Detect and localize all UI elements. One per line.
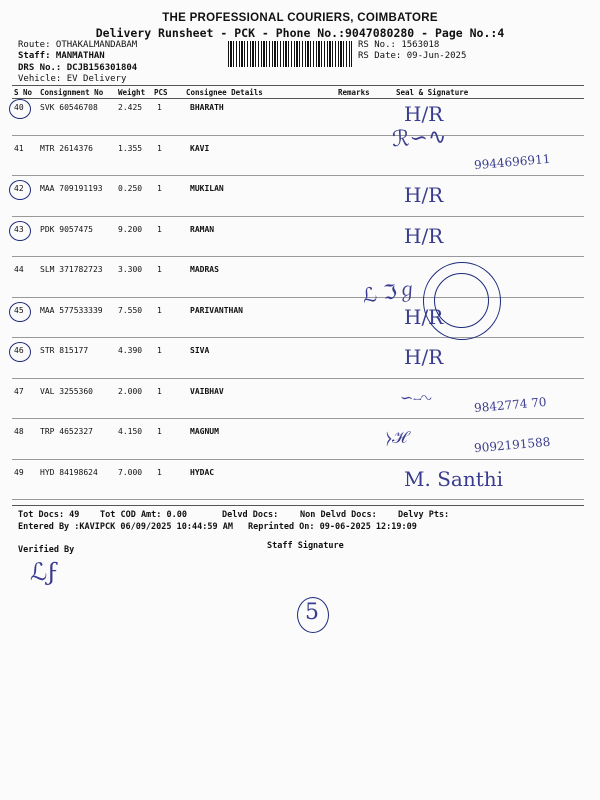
- row-separator: [12, 216, 584, 217]
- table-bottom-rule: [12, 505, 584, 506]
- row-sno: 42: [14, 184, 24, 193]
- page-mark-number: 5: [305, 600, 319, 625]
- row-sno-circle-mark: [9, 221, 31, 241]
- total-docs: Tot Docs: 49: [18, 510, 80, 520]
- row-weight: 7.550: [118, 305, 143, 315]
- table-top-rule: [12, 85, 584, 86]
- row47-signature-scribble: ∽⧿∿: [400, 388, 432, 407]
- row-weight: 4.390: [118, 346, 143, 355]
- col-weight: Weight: [118, 88, 146, 97]
- row-weight: 7.000: [118, 467, 143, 477]
- col-consignee: Consignee Details: [186, 88, 263, 97]
- delivered-docs: Delvd Docs:: [222, 510, 279, 520]
- row-sno: 44: [14, 265, 24, 274]
- row-consignee-name: SIVA: [190, 346, 210, 355]
- row-weight: 9.200: [118, 224, 143, 234]
- row-separator: [12, 337, 584, 338]
- row-sno-circle-mark: [9, 180, 31, 200]
- row-consignment-no: TRP 4652327: [40, 427, 93, 436]
- row-weight: 3.300: [118, 265, 143, 274]
- row-sno: 43: [14, 224, 24, 234]
- non-delivered-docs: Non Delvd Docs:: [300, 510, 377, 520]
- row-consignment-no: VAL 3255360: [40, 386, 93, 396]
- staff-label: Staff: MANMATHAN: [18, 51, 105, 61]
- row-signature: H/R: [404, 304, 444, 329]
- row-signature: H/R: [404, 223, 444, 248]
- rs-date: RS Date: 09-Jun-2025: [358, 51, 467, 61]
- row-signature: 9092191588: [473, 434, 551, 456]
- row-consignee-name: MUKILAN: [190, 184, 224, 193]
- row-consignee-name: VAIBHAV: [190, 386, 224, 396]
- col-remarks: Remarks: [338, 88, 370, 97]
- row-separator: [12, 459, 584, 460]
- col-pcs: PCS: [154, 88, 168, 97]
- stamp-inner-ring: [434, 273, 489, 328]
- row-consignment-no: SLM 371782723: [40, 265, 103, 274]
- row-pcs: 1: [157, 143, 162, 153]
- row48-signature-scribble: ⧽ℋ: [386, 428, 408, 448]
- runsheet-subtitle: Delivery Runsheet - PCK - Phone No.:9047080280 - Page No.:4: [95, 26, 505, 40]
- row-consignee-name: MAGNUM: [190, 427, 219, 436]
- row-consignee-name: RAMAN: [190, 224, 215, 234]
- route-label: Route: OTHAKALMANDABAM: [18, 40, 138, 50]
- row-pcs: 1: [157, 346, 162, 355]
- col-sno: S No: [14, 88, 33, 97]
- row-separator: [12, 256, 584, 257]
- row-pcs: 1: [157, 184, 162, 193]
- row-consignee-name: HYDAC: [190, 467, 215, 477]
- row-pcs: 1: [157, 103, 162, 112]
- row-pcs: 1: [157, 467, 162, 477]
- row-weight: 2.000: [118, 386, 143, 396]
- verifier-signature: ℒϝ: [30, 558, 59, 586]
- entered-by: Entered By :KAVIPCK 06/09/2025 10:44:59 AM: [18, 522, 233, 532]
- row-sno: 46: [14, 346, 24, 355]
- row-consignee-name: KAVI: [190, 143, 210, 153]
- col-seal-signature: Seal & Signature: [396, 88, 469, 97]
- row-pcs: 1: [157, 427, 162, 436]
- row41-signature-scribble: ℛ∽∿: [391, 124, 448, 153]
- row-consignment-no: HYD 84198624: [40, 467, 98, 477]
- row-sno: 40: [14, 103, 24, 112]
- company-stamp: [423, 262, 501, 340]
- row-separator: [12, 499, 584, 500]
- row-consignee-name: MADRAS: [190, 265, 219, 274]
- row-separator: [12, 378, 584, 379]
- row-pcs: 1: [157, 386, 162, 396]
- barcode-image: [228, 41, 352, 67]
- row-signature: H/R: [404, 345, 444, 369]
- row-weight: 2.425: [118, 103, 143, 112]
- row-signature: M. Santhi: [404, 466, 504, 491]
- row-sno-circle-mark: [9, 99, 31, 119]
- row-sno: 41: [14, 143, 24, 153]
- row-signature: 9944696911: [473, 151, 551, 172]
- total-cod-amount: Tot COD Amt: 0.00: [100, 510, 187, 520]
- row-consignment-no: MTR 2614376: [40, 143, 93, 153]
- row-signature: H/R: [404, 183, 444, 207]
- row-weight: 1.355: [118, 143, 143, 153]
- row-signature: 9842774 70: [473, 394, 548, 415]
- row-separator: [12, 418, 584, 419]
- delivery-points: Delvy Pts:: [398, 510, 450, 520]
- row-consignment-no: SVK 60546708: [40, 103, 98, 112]
- page-mark-circle: [297, 597, 329, 633]
- row-consignment-no: PDK 9057475: [40, 224, 93, 234]
- row-separator: [12, 175, 584, 176]
- drs-number: DRS No.: DCJB156301804: [18, 63, 138, 73]
- row44-signature-scribble: ℒ ℑℊ: [360, 276, 419, 308]
- company-title: THE PROFESSIONAL COURIERS, COIMBATORE: [162, 12, 438, 24]
- row-consignment-no: MAA 709191193: [40, 184, 103, 193]
- verified-by-label: Verified By: [18, 545, 75, 555]
- row-consignee-name: BHARATH: [190, 103, 224, 112]
- row-signature: H/R: [404, 102, 444, 126]
- row-consignee-name: PARIVANTHAN: [190, 305, 243, 315]
- row-pcs: 1: [157, 224, 162, 234]
- row-sno-circle-mark: [9, 342, 31, 362]
- row-sno: 47: [14, 386, 24, 396]
- row-sno: 49: [14, 467, 24, 477]
- row-consignment-no: MAA 577533339: [40, 305, 103, 315]
- staff-signature-label: Staff Signature: [267, 541, 344, 551]
- row-weight: 4.150: [118, 427, 143, 436]
- row-pcs: 1: [157, 265, 162, 274]
- row-sno: 48: [14, 427, 24, 436]
- row-separator: [12, 135, 584, 136]
- row-sno: 45: [14, 305, 24, 315]
- row-pcs: 1: [157, 305, 162, 315]
- vehicle-label: Vehicle: EV Delivery: [18, 74, 127, 84]
- col-consignment: Consignment No: [40, 88, 104, 97]
- table-header-rule: [12, 98, 584, 99]
- row-weight: 0.250: [118, 184, 143, 193]
- reprinted-on: Reprinted On: 09-06-2025 12:19:09: [248, 522, 417, 532]
- row-sno-circle-mark: [9, 302, 31, 322]
- rs-number: RS No.: 1563018: [358, 40, 440, 50]
- row-consignment-no: STR 815177: [40, 346, 89, 355]
